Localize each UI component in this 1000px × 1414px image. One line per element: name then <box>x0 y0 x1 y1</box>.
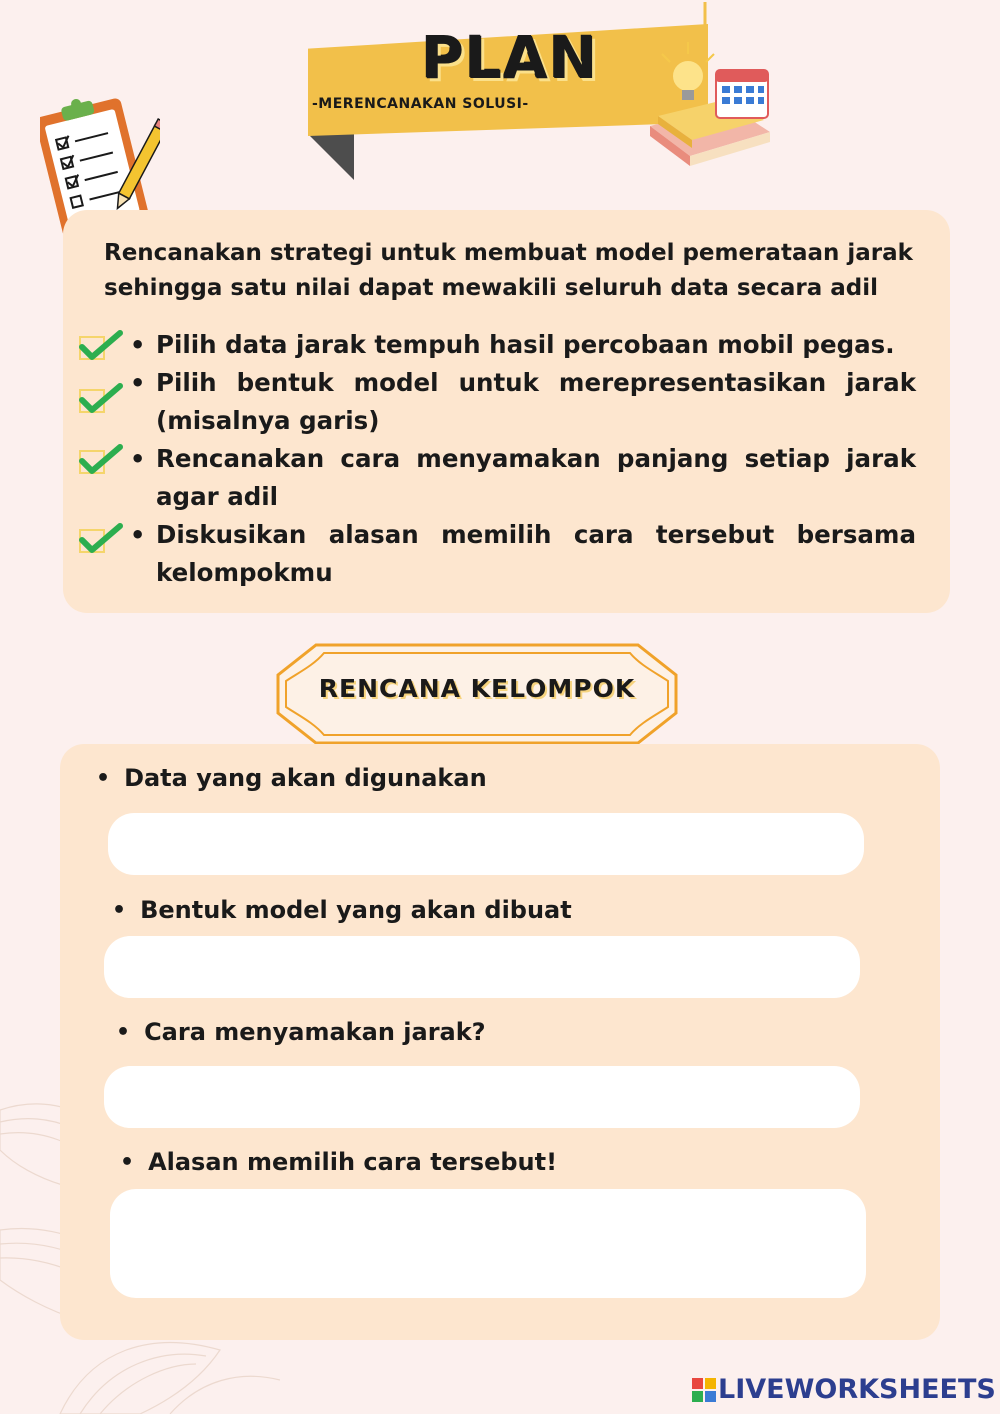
bullet: • <box>120 1149 135 1175</box>
bullet: • <box>112 897 127 923</box>
question-item <box>96 764 487 792</box>
bullet: • <box>130 521 146 549</box>
bullet: • <box>130 331 146 359</box>
step-text: Diskusikan alasan memilih cara tersebut bersama kelompokmu <box>156 520 916 587</box>
question-item <box>112 896 572 924</box>
list-item <box>76 516 916 592</box>
step-text: Pilih data jarak tempuh hasil percobaan mobil pegas. <box>156 330 895 359</box>
bullet: • <box>96 765 111 791</box>
question-item <box>116 1018 486 1046</box>
liveworksheets-icon <box>692 1378 716 1402</box>
question-label: Alasan memilih cara tersebut! <box>148 1148 558 1176</box>
page-title: PLAN <box>421 24 599 92</box>
banner-tail <box>308 134 354 180</box>
question-label: Data yang akan digunakan <box>124 764 487 792</box>
list-item <box>76 364 916 440</box>
question-item <box>120 1148 557 1176</box>
list-item <box>76 440 916 516</box>
checkmark-icon <box>76 443 126 477</box>
section-label: RENCANA KELOMPOK <box>318 674 636 703</box>
list-item <box>76 326 916 364</box>
checkmark-icon <box>76 522 126 556</box>
step-text: Rencanakan cara menyamakan panjang setiap jarak agar adil <box>156 444 916 511</box>
bullet: • <box>116 1019 131 1045</box>
step-text: Pilih bentuk model untuk merepresentasikan jarak (misalnya garis) <box>156 368 916 435</box>
answer-data-field[interactable] <box>108 813 864 875</box>
page-subtitle: -MERENCANAKAN SOLUSI- <box>312 96 529 112</box>
answer-method-field[interactable] <box>104 1066 860 1128</box>
logo-text: LIVEWORKSHEETS <box>718 1374 996 1405</box>
question-label: Bentuk model yang akan dibuat <box>140 896 572 924</box>
steps-list <box>76 326 916 592</box>
bullet: • <box>130 369 146 397</box>
answer-model-field[interactable] <box>104 936 860 998</box>
liveworksheets-logo[interactable] <box>692 1374 996 1405</box>
bullet: • <box>130 445 146 473</box>
question-label: Cara menyamakan jarak? <box>144 1018 486 1046</box>
books-bulb-calendar-icon <box>640 40 780 170</box>
checkmark-icon <box>76 382 126 416</box>
intro-text: Rencanakan strategi untuk membuat model pemerataan jarak sehingga satu nilai dapat mewakili seluruh data secara adil <box>104 240 913 301</box>
checkmark-icon <box>76 329 126 363</box>
answer-reason-field[interactable] <box>110 1189 866 1298</box>
